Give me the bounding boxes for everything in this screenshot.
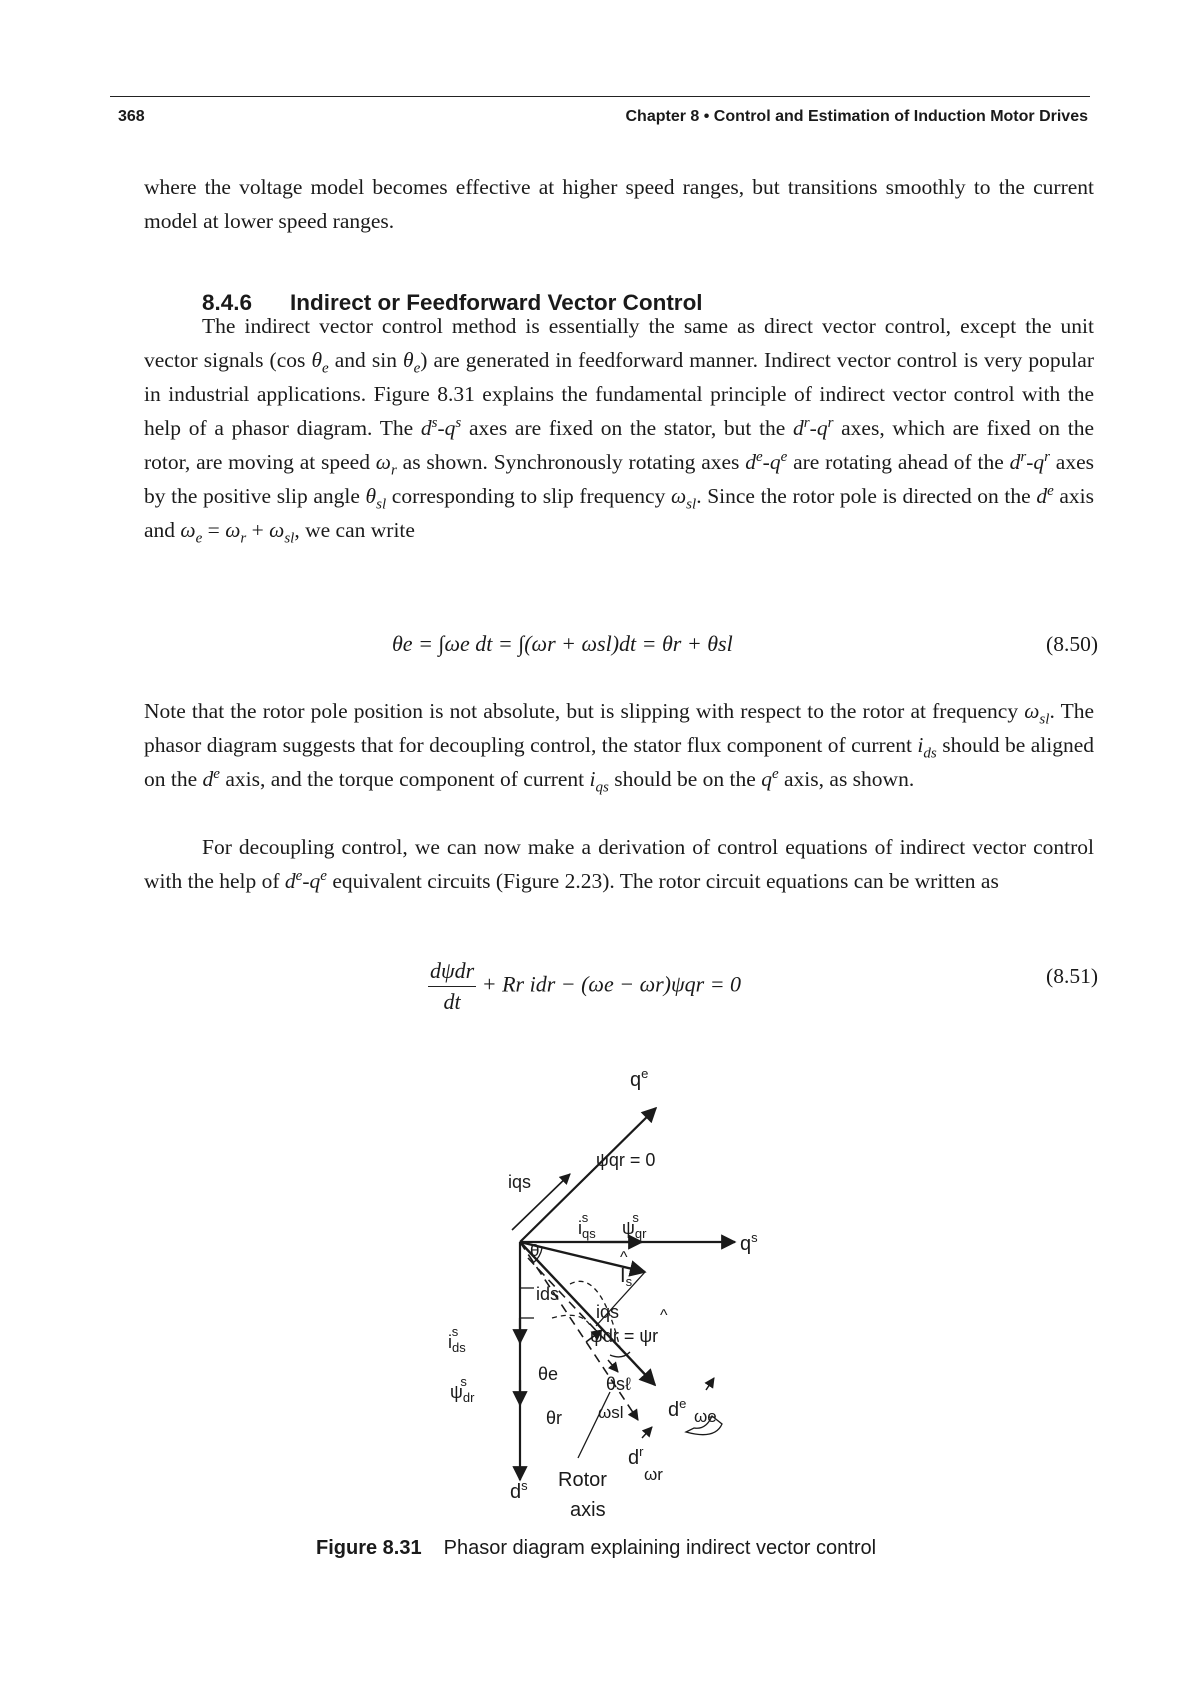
- label-omega-sl: ωsl: [598, 1403, 624, 1422]
- label-theta: θ: [530, 1241, 540, 1260]
- label-psi-dr: ψdr = ψr: [590, 1326, 659, 1346]
- label-ids-s: $i_{ds}s$: [448, 1324, 466, 1355]
- label-iqs-mid: iqs: [596, 1302, 620, 1322]
- figure-caption: [316, 1537, 876, 1560]
- label-axis: axis: [570, 1499, 606, 1521]
- chapter-title: Chapter 8 • Control and Estimation of Induction Motor Drives: [625, 108, 1088, 125]
- label-ids: ids: [536, 1284, 560, 1304]
- label-iqs-top: iqs: [508, 1172, 532, 1192]
- figure-caption-label: Figure 8.31: [316, 1537, 422, 1559]
- label-psi-dr-s: $\psi_{dr}s$: [450, 1374, 475, 1405]
- label-ds: $d^s$: [510, 1478, 528, 1503]
- omega-sl-arrow: [608, 1360, 618, 1372]
- label-iqs-s: $i_{qs}s$: [578, 1210, 596, 1241]
- paragraph-2: Note that the rotor pole position is not absolute, but is slipping with respect to the rotor at frequency $\omega_{sl}$. The phasor diagram suggests that for decoupling control, the stator flux component of current $i_{ds}$ should be aligned on the $d^e$ axis, and the torque component of current $i_{qs}$ should be on the $q^e$ axis, as shown.: [144, 699, 1095, 796]
- equation-8-50-body: θe = ∫ωe dt = ∫(ωr + ωsl)dt = θr + θsl: [392, 631, 733, 656]
- label-is: $I_s$: [620, 1265, 633, 1289]
- label-omega-e: ωe: [694, 1407, 717, 1426]
- label-theta-r: θr: [546, 1408, 563, 1428]
- equation-8-50-number: (8.50): [1046, 632, 1098, 656]
- phasor-diagram: [430, 1060, 830, 1535]
- omega-e-arrow: [706, 1378, 714, 1390]
- label-omega-r: ωr: [644, 1465, 663, 1484]
- label-qs: $q^s$: [740, 1230, 758, 1255]
- equation-8-51-fraction: $\frac{\text{dψdr}}{dt}$: [430, 958, 475, 1014]
- rotor-axis-pointer: [578, 1392, 610, 1458]
- label-psi-qr-zero: ψqr = 0: [596, 1150, 656, 1170]
- header-rule: [110, 96, 1090, 97]
- intro-paragraph: where the voltage model becomes effective at higher speed ranges, but transitions smoothly to the current model at lower speed ranges.: [144, 175, 1094, 233]
- section-number: 8.4.6: [202, 290, 253, 315]
- label-psi-hat: ^: [660, 1307, 668, 1324]
- equation-8-51: [428, 958, 741, 1015]
- paragraph-1: The indirect vector control method is essentially the same as direct vector control, except the unit vector signals (cos $\theta_e$ and $\sin \theta_e$) are generated in feedforward manner. Indirect vector control is very popular in industrial applications. Figure 8.31 explains the fundamental principle of indirect vector control with the help of a phasor diagram. The $d^s-q^s$ axes are fixed on the stator, but the $d^r-q^r$ axes, which are fixed on the rotor, are moving at speed $\omega_r$ as shown. Synchronously rotating axes $d^e-q^e$ are rotating ahead of the $d^r-q^r$ axes by the positive slip angle $\theta_{sl}$ corresponding to slip frequency $\omega_{sl}$. Since the rotor pole is directed on the $d^e$ axis and $\omega_e = \omega_r + \omega_{sl}$, we can write: [144, 314, 1095, 547]
- paragraph-3: For decoupling control, we can now make a derivation of control equations of indirect vector control with the help of $d^e-q^e$ equivalent circuits (Figure 2.23). The rotor circuit equations can be written as: [144, 835, 1094, 893]
- label-theta-sl: θsℓ: [606, 1374, 631, 1394]
- omega-r-arrow: [642, 1427, 652, 1438]
- label-qe: $q^e$: [630, 1066, 649, 1091]
- label-is-hat: ^: [620, 1249, 628, 1266]
- label-dr: $d^r$: [628, 1444, 644, 1469]
- label-rotor: Rotor: [558, 1469, 607, 1491]
- page-number: 368: [118, 108, 145, 125]
- section-title: Indirect or Feedforward Vector Control: [290, 290, 703, 315]
- equation-8-51-body: + Rr idr − (ωe − ωr)ψqr = 0: [481, 971, 742, 997]
- figure-caption-text: Phasor diagram explaining indirect vector control: [443, 1537, 877, 1559]
- equation-8-50: [392, 631, 733, 657]
- equation-8-51-number: (8.51): [1046, 964, 1098, 988]
- label-theta-e: θe: [538, 1364, 559, 1384]
- label-de: $d^e$: [668, 1396, 687, 1421]
- label-psi-qr-s: $\psi_{qr}s$: [622, 1210, 647, 1241]
